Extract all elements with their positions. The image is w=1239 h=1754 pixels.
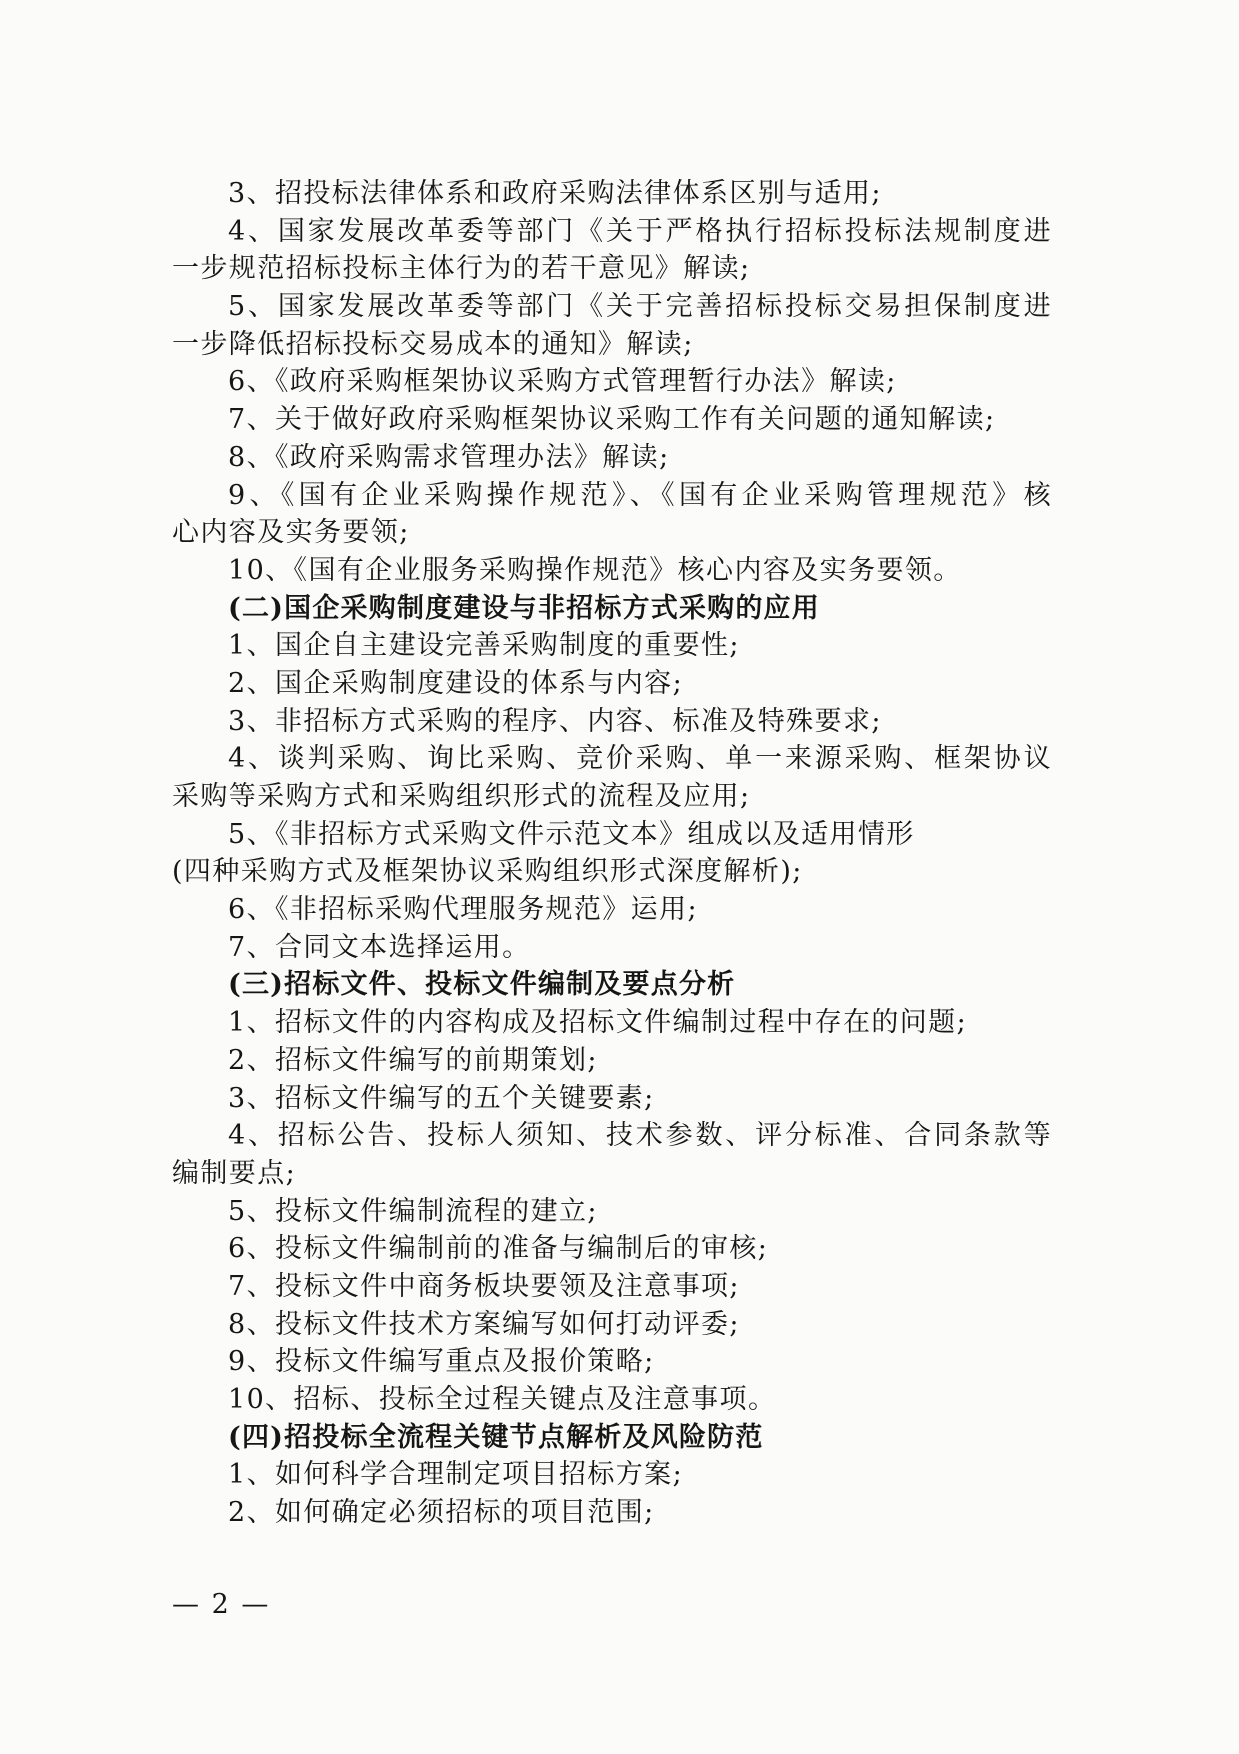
list-item: 10、招标、投标全过程关键点及注意事项。 [228,1384,777,1415]
list-item: 10、《国有企业服务采购操作规范》核心内容及实务要领。 [228,554,962,586]
list-item: 3、招投标法律体系和政府采购法律体系区别与适用; [228,178,882,209]
list-item: 6、《政府采购框架协议采购方式管理暂行办法》解读; [228,366,897,398]
list-item: 4、国家发展改革委等部门《关于严格执行招标投标法规制度进 [228,215,1052,247]
list-item: 3、非招标方式采购的程序、内容、标准及特殊要求; [228,705,882,737]
list-item: 5、国家发展改革委等部门《关于完善招标投标交易担保制度进 [228,291,1052,323]
list-item-continuation: 一步降低招标投标交易成本的通知》解读; [172,328,694,360]
list-item: 6、《非招标采购代理服务规范》运用; [228,894,698,926]
list-item: 9、投标文件编写重点及报价策略; [228,1346,655,1378]
list-item: 1、招标文件的内容构成及招标文件编制过程中存在的问题; [228,1007,968,1039]
page-number: — 2 — [172,1589,271,1620]
list-item: 7、合同文本选择运用。 [228,931,531,963]
list-item: 5、投标文件编制流程的建立; [228,1195,598,1227]
list-item-continuation: 编制要点; [172,1157,297,1189]
list-item: 4、谈判采购、询比采购、竞价采购、单一来源采购、框架协议 [228,743,1052,775]
list-item: 5、《非招标方式采购文件示范文本》组成以及适用情形 [228,818,915,850]
list-item-continuation: (四种采购方式及框架协议采购组织形式深度解析); [172,856,803,888]
list-item: 6、投标文件编制前的准备与编制后的审核; [228,1233,769,1265]
section-heading: (四)招投标全流程关键节点解析及风险防范 [228,1421,764,1453]
section-heading: (三)招标文件、投标文件编制及要点分析 [228,969,736,1001]
list-item: 2、如何确定必须招标的项目范围; [228,1497,655,1529]
list-item: 3、招标文件编写的五个关键要素; [228,1082,655,1114]
list-item: 8、投标文件技术方案编写如何打动评委; [228,1308,740,1340]
list-item: 2、招标文件编写的前期策划; [228,1044,598,1076]
list-item-continuation: 一步规范招标投标主体行为的若干意见》解读; [172,253,751,285]
document-body [172,175,1052,1532]
list-item-continuation: 采购等采购方式和采购组织形式的流程及应用; [172,781,751,812]
list-item: 1、如何科学合理制定项目招标方案; [228,1459,684,1491]
list-item: 7、投标文件中商务板块要领及注意事项; [228,1270,740,1302]
list-item: 7、关于做好政府采购框架协议采购工作有关问题的通知解读; [228,404,996,436]
list-item: 2、国企采购制度建设的体系与内容; [228,667,684,699]
list-item: 1、国企自主建设完善采购制度的重要性; [228,630,740,662]
section-heading: (二)国企采购制度建设与非招标方式采购的应用 [228,592,820,624]
list-item: 4、招标公告、投标人须知、技术参数、评分标准、合同条款等 [228,1120,1052,1152]
list-item: 9、《国有企业采购操作规范》、《国有企业采购管理规范》核 [228,479,1052,511]
list-item-continuation: 心内容及实务要领; [172,517,410,549]
list-item: 8、《政府采购需求管理办法》解读; [228,441,670,473]
